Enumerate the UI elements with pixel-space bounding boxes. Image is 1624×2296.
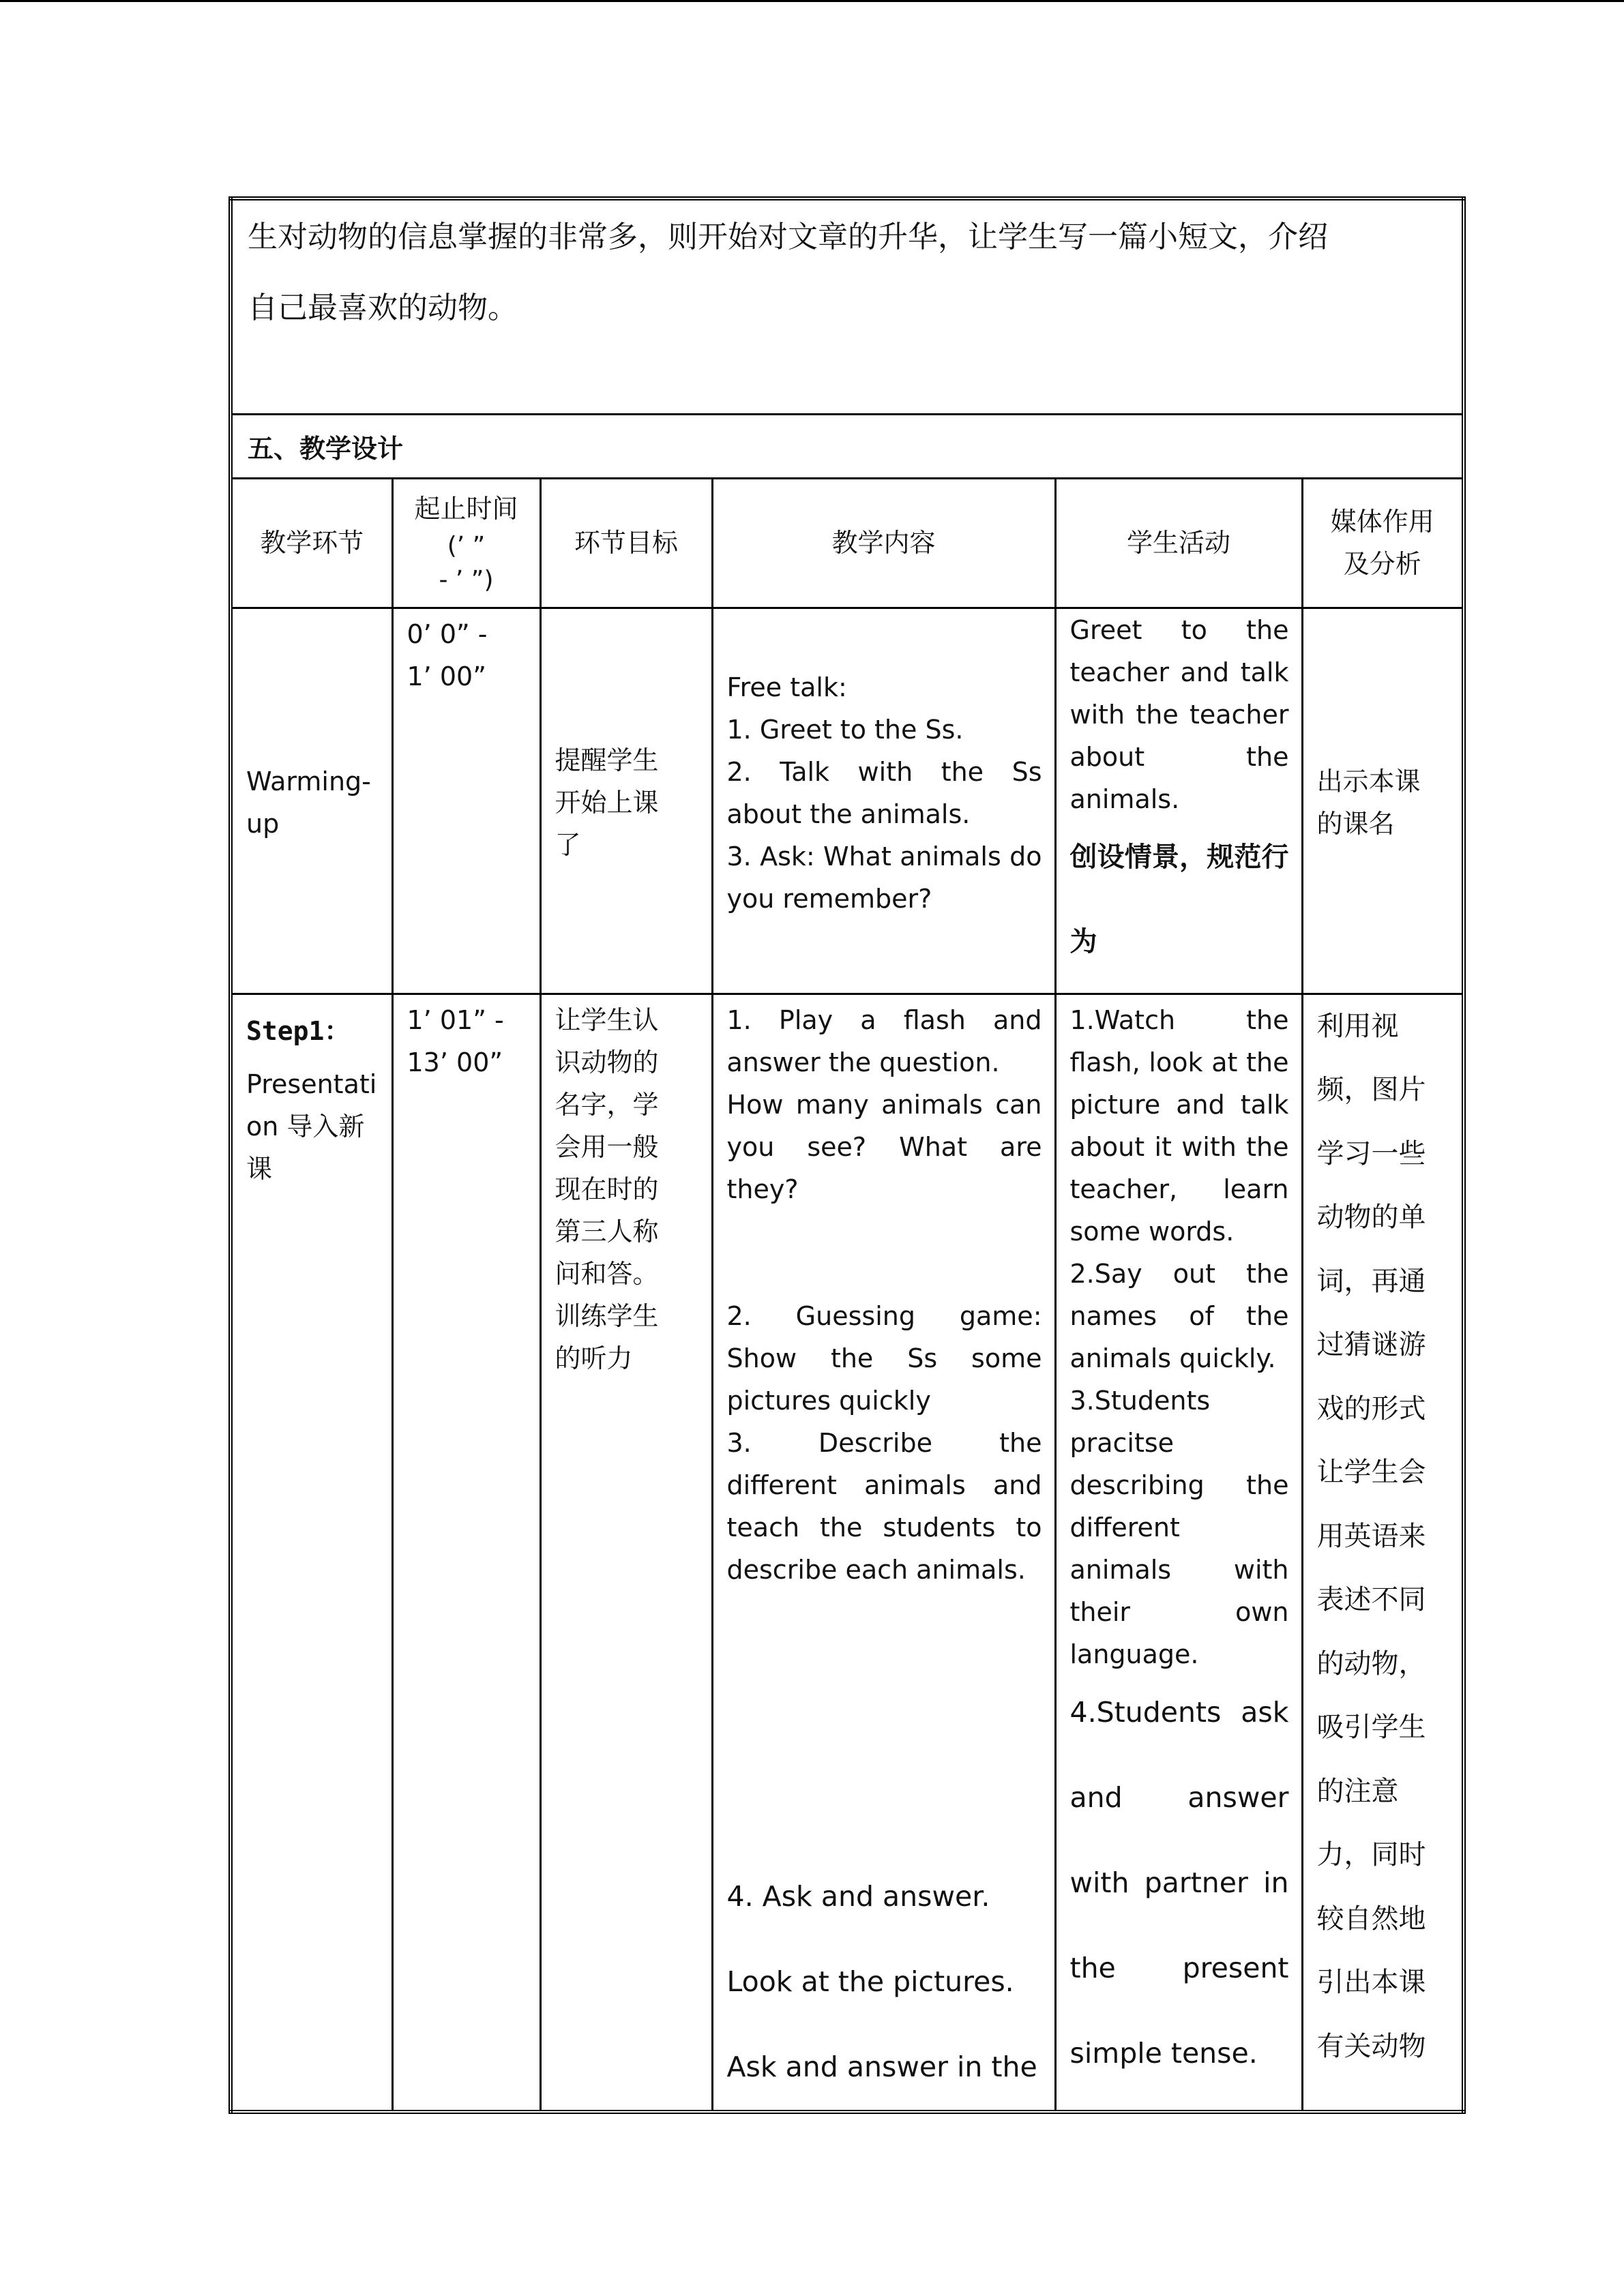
header-time-title: 起止时间	[414, 494, 518, 524]
step1-goal	[540, 994, 712, 2112]
step1-content-4b: Look at the pictures.	[726, 1965, 1014, 1998]
header-media-line-1: 媒体作用	[1330, 507, 1434, 537]
step1-media	[1302, 994, 1464, 2112]
header-content: 教学内容	[712, 478, 1055, 608]
page-top-rule	[0, 0, 1624, 2]
step1-activity	[1055, 994, 1302, 2112]
row-warmup	[231, 608, 1464, 994]
section-row	[231, 414, 1464, 478]
step1-media-line: 的注意	[1316, 1775, 1399, 1807]
step1-goal-line: 问和答。	[555, 1258, 659, 1289]
step1-content-2: 2. Guessing game: Show the Ss some pictures quickly	[726, 1300, 1042, 1416]
step1-media-line: 的动物，	[1316, 1648, 1426, 1680]
header-goal: 环节目标	[540, 478, 712, 608]
header-stage: 教学环节	[231, 478, 392, 608]
step1-goal-line: 识动物的	[555, 1047, 659, 1077]
intro-paragraph	[231, 198, 1464, 414]
step1-goal-line: 第三人称	[555, 1216, 659, 1247]
step1-media-line: 引出本课	[1316, 1967, 1426, 1998]
intro-row	[231, 198, 1464, 414]
step1-activity-2: 2.Say out the names of the animals quickly.	[1069, 1258, 1289, 1373]
step1-content-1b: How many animals can you see? What are they?	[726, 1089, 1042, 1204]
step1-goal-line: 的听力	[555, 1343, 633, 1373]
step1-media-line: 过猜谜游	[1316, 1329, 1426, 1360]
row-step1	[231, 994, 1464, 2112]
warmup-content-line-4: 3. Ask: What animals do you remember?	[726, 841, 1042, 914]
step1-media-line: 有关动物	[1316, 2030, 1426, 2062]
step1-media-line: 动物的单	[1316, 1202, 1426, 1233]
warmup-content-line-2: 1. Greet to the Ss.	[726, 714, 964, 745]
step1-media-line: 频，图片	[1316, 1074, 1426, 1105]
step1-stage	[231, 994, 392, 2112]
warmup-activity-text: Greet to the teacher and talk with the teacher about the animals.	[1069, 614, 1289, 814]
warmup-time-line-2: 1’ 00”	[407, 661, 486, 691]
step1-activity-4b: and answer	[1069, 1780, 1289, 1814]
step1-activity-4d: the present	[1069, 1951, 1289, 1984]
section-title: 五、教学设计	[231, 414, 1464, 478]
header-activity: 学生活动	[1055, 478, 1302, 608]
step1-media-line: 学习一些	[1316, 1137, 1426, 1169]
warmup-media-line-2: 的课名	[1316, 809, 1395, 839]
step1-content-3: 3. Describe the different animals and teach the students to describe each animals.	[726, 1427, 1042, 1585]
header-row	[231, 478, 1464, 608]
header-media	[1302, 478, 1464, 608]
header-time-format-2: - ’ ”)	[439, 566, 494, 594]
warmup-media-line-1: 出示本课	[1316, 766, 1421, 796]
header-time-format-1: (’ ”	[447, 532, 486, 560]
warmup-content	[712, 608, 1055, 994]
step1-content-1: 1. Play a flash and answer the question.	[726, 1004, 1042, 1077]
warmup-content-line-3: 2. Talk with the Ss about the animals.	[726, 756, 1042, 829]
step1-goal-line: 现在时的	[555, 1174, 659, 1204]
warmup-goal	[540, 608, 712, 994]
step1-media-line: 词，再通	[1316, 1265, 1426, 1297]
step1-media-line: 力，同时	[1316, 1839, 1426, 1870]
header-time	[392, 478, 540, 608]
warmup-time-line-1: 0’ 0” -	[407, 618, 488, 649]
step1-goal-line: 名字，学	[555, 1089, 659, 1120]
step1-content	[712, 994, 1055, 2112]
step1-media-line: 较自然地	[1316, 1903, 1426, 1935]
step1-media-line: 用英语来	[1316, 1520, 1426, 1552]
step1-media-line: 让学生会	[1316, 1457, 1426, 1488]
step1-time-line-1: 1’ 01” -	[407, 1004, 504, 1035]
step1-goal-line: 会用一般	[555, 1131, 659, 1162]
step1-content-4a: 4. Ask and answer.	[726, 1879, 990, 1913]
step1-stage-label: Step1：	[246, 1015, 351, 1046]
step1-activity-3: 3.Students pracitse describing the different animals with their own language.	[1069, 1385, 1289, 1669]
intro-line-2: 自己最喜欢的动物。	[248, 290, 518, 325]
intro-line-1: 生对动物的信息掌握的非常多，则开始对文章的升华，让学生写一篇小短文，介绍	[248, 220, 1328, 254]
step1-stage-text: Presentation 导入新课	[246, 1069, 377, 1184]
warmup-stage-text: Warming-up	[246, 766, 371, 839]
step1-media-line: 利用视	[1316, 1010, 1399, 1042]
warmup-time	[392, 608, 540, 994]
warmup-media	[1302, 608, 1464, 994]
warmup-content-line-1: Free talk:	[726, 672, 847, 702]
step1-media-line: 吸引学生	[1316, 1712, 1426, 1743]
warmup-goal-line-1: 提醒学生	[555, 745, 659, 775]
step1-activity-4a: 4.Students ask	[1069, 1695, 1289, 1729]
header-media-line-2: 及分析	[1343, 549, 1421, 579]
step1-activity-4e: simple tense.	[1069, 2036, 1258, 2070]
step1-activity-1: 1.Watch the flash, look at the picture and talk about it with the teacher, learn some words.	[1069, 1004, 1289, 1247]
step1-content-4c: Ask and answer in the	[726, 2050, 1037, 2083]
warmup-goal-line-2: 开始上课	[555, 788, 659, 818]
step1-goal-line: 训练学生	[555, 1300, 659, 1331]
step1-time	[392, 994, 540, 2112]
warmup-activity	[1055, 608, 1302, 994]
step1-activity-4c: with partner in	[1069, 1866, 1289, 1899]
warmup-goal-line-3: 了	[555, 830, 581, 860]
step1-goal-line: 让学生认	[555, 1004, 659, 1035]
step1-time-line-2: 13’ 00”	[407, 1047, 503, 1077]
warmup-stage	[231, 608, 392, 994]
step1-media-line: 戏的形式	[1316, 1392, 1426, 1425]
warmup-activity-bold: 创设情景，规范行为	[1069, 841, 1289, 957]
lesson-plan-table	[228, 196, 1466, 2114]
step1-media-line: 表述不同	[1316, 1584, 1426, 1615]
